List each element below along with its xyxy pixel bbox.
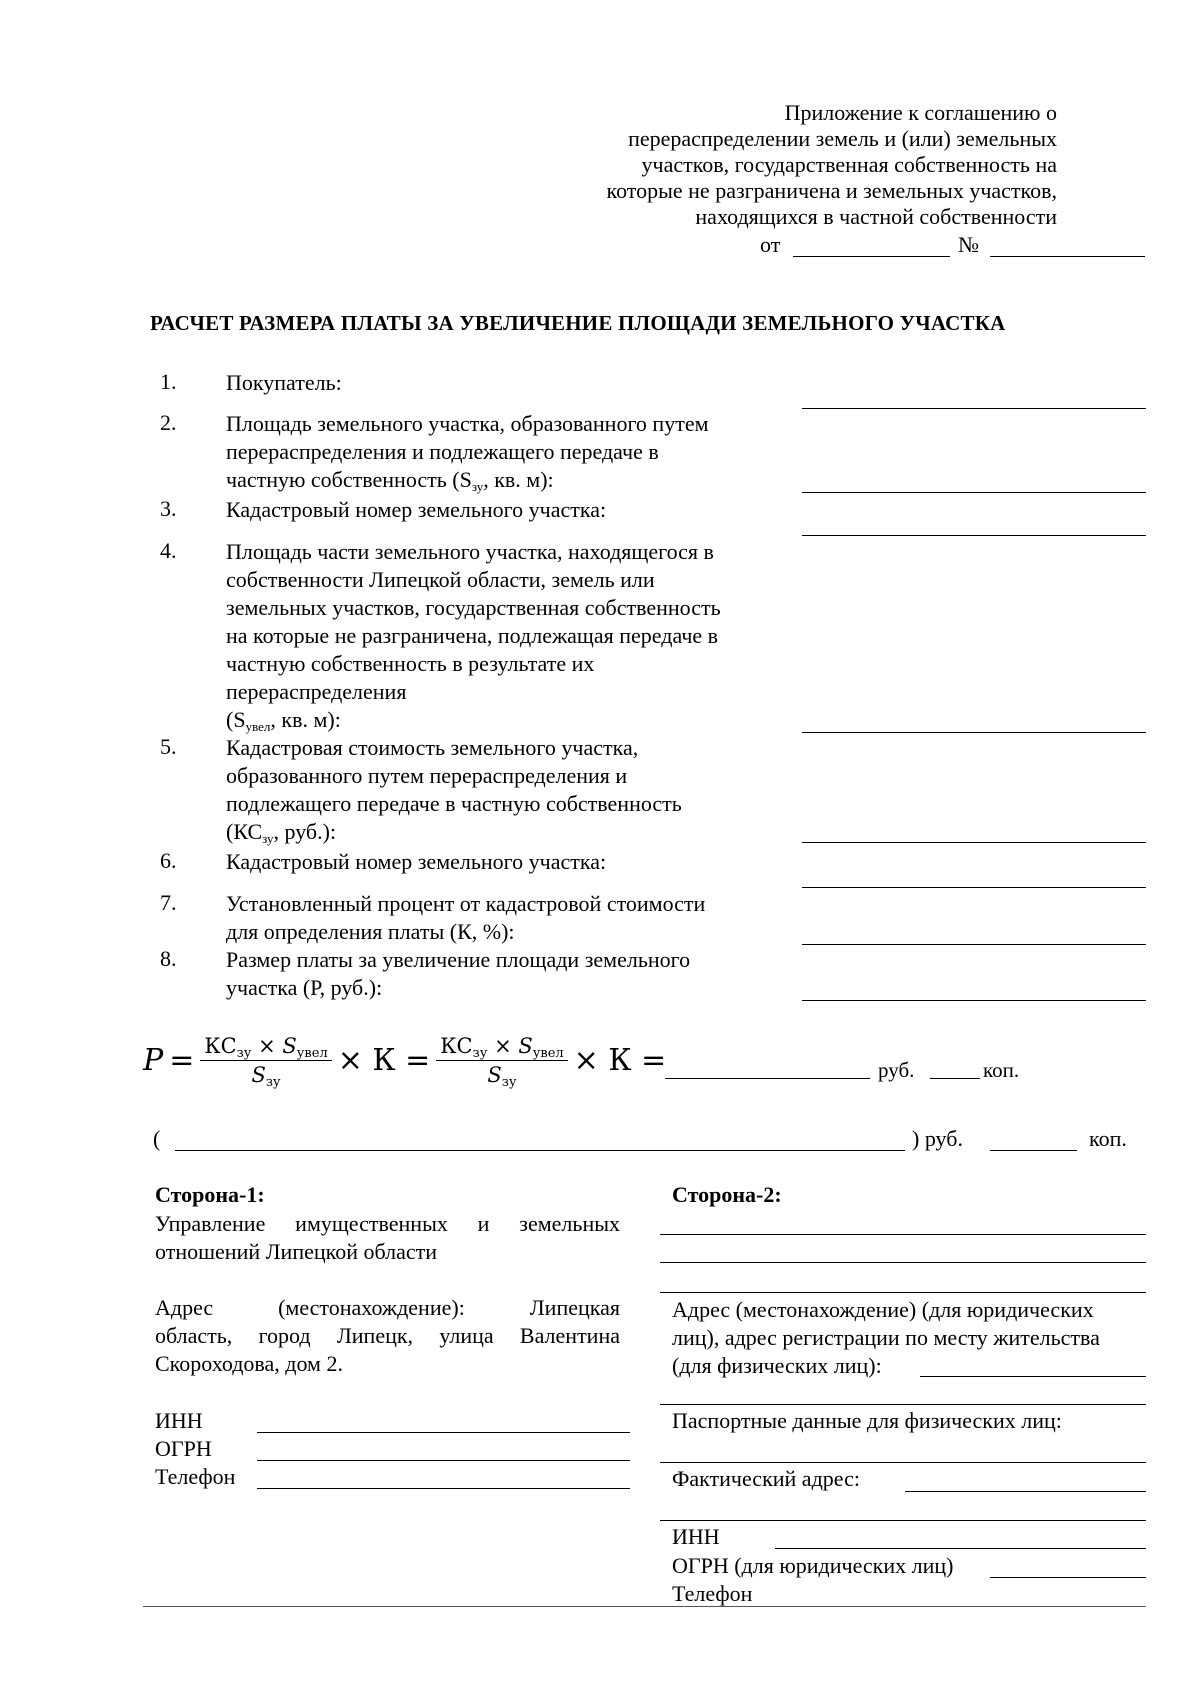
item-3-number: 3. (160, 496, 177, 521)
formula-k: К (608, 1042, 632, 1078)
party2-phone-label: Телефон (672, 1581, 753, 1606)
header-line: перераспределении земель и (или) земельных (628, 126, 1057, 151)
formula-p: P (143, 1042, 164, 1078)
party1-inn-label: ИНН (155, 1408, 203, 1433)
item-4-line: собственности Липецкой области, земель или (226, 567, 655, 592)
formula-numerator (200, 1034, 331, 1061)
item-5-line: образованного путем перераспределения и (226, 763, 628, 788)
party2-actual-address-field-2[interactable] (660, 1520, 1146, 1521)
item-3-field[interactable] (802, 535, 1146, 536)
item-3-label: Кадастровый номер земельного участка: (226, 497, 607, 522)
item-8-text (226, 946, 690, 1002)
formula-numerator (436, 1034, 567, 1061)
item-1-field[interactable] (802, 408, 1146, 409)
party2-inn-field[interactable] (775, 1548, 1146, 1549)
formula-s: S (518, 1033, 533, 1058)
bottom-divider (143, 1606, 1146, 1607)
party2-actual-address-label: Фактический адрес: (672, 1466, 860, 1491)
formula-rub-label: руб. (878, 1058, 915, 1082)
formula-times: × (573, 1042, 599, 1078)
party2-name-field-2[interactable] (660, 1262, 1146, 1263)
party1-address (155, 1294, 620, 1378)
item-7-field[interactable] (802, 944, 1146, 945)
party1-heading: Сторона-1: (155, 1182, 265, 1207)
item-5-sub: зу (262, 831, 274, 846)
party1-org-line: отношений Липецкой области (155, 1239, 438, 1264)
party2-address-field[interactable] (920, 1376, 1146, 1377)
item-4-line: Площадь части земельного участка, находящегося в (226, 539, 714, 564)
item-5-text (226, 734, 682, 846)
formula-s: S (487, 1062, 502, 1087)
party2-actual-address-field[interactable] (905, 1491, 1146, 1492)
formula-times: × (494, 1033, 512, 1058)
formula-times-k (338, 1043, 431, 1078)
formula-times: × (337, 1042, 363, 1078)
header-line: участков, государственная собственность на (641, 152, 1057, 177)
formula-s: S (282, 1033, 297, 1058)
item-6-label: Кадастровый номер земельного участка: (226, 849, 607, 874)
party2-name-field-3[interactable] (660, 1292, 1146, 1293)
item-5-pre: (КС (226, 819, 263, 844)
header-date-field[interactable] (793, 256, 950, 257)
item-5-line: Кадастровая стоимость земельного участка, (226, 735, 639, 760)
item-2-text (226, 410, 709, 494)
party2-name-field-1[interactable] (660, 1234, 1146, 1235)
header-number-field[interactable] (990, 256, 1145, 257)
item-5-post: , руб.): (273, 819, 337, 844)
header-line: которые не разграничена и земельных участков, (606, 178, 1057, 203)
formula-s: S (251, 1062, 266, 1087)
amount-rub-label: ) руб. (912, 1126, 963, 1151)
item-6-number: 6. (160, 848, 177, 873)
item-2-line-last (226, 466, 709, 494)
party2-address-line: Адрес (местонахождение) (для юридических (672, 1297, 1094, 1322)
formula-times: × (258, 1033, 276, 1058)
formula-times-k-2 (574, 1043, 667, 1078)
item-4-number: 4. (160, 538, 177, 563)
item-4-pre: (S (226, 707, 246, 732)
amount-words-field[interactable] (175, 1150, 905, 1151)
header-from-label: от (760, 232, 781, 257)
item-5-number: 5. (160, 734, 177, 759)
formula-rub-field[interactable] (665, 1078, 870, 1079)
item-5-line: подлежащего передаче в частную собственность (226, 791, 682, 816)
formula-eq: = (405, 1042, 431, 1078)
item-2-post: , кв. м): (483, 467, 554, 492)
formula-kop-field[interactable] (930, 1078, 980, 1079)
page-title: РАСЧЕТ РАЗМЕРА ПЛАТЫ ЗА УВЕЛИЧЕНИЕ ПЛОЩАДИ ЗЕМЕЛЬНОГО УЧАСТКА (150, 311, 1006, 335)
item-5-line-last (226, 818, 682, 846)
formula-sub: увел (532, 1045, 564, 1061)
party1-address-line: Скороходова, дом 2. (155, 1351, 343, 1376)
item-4-line: земельных участков, государственная собственность (226, 595, 721, 620)
header-line: находящихся в частной собственности (695, 204, 1057, 229)
item-1-label: Покупатель: (226, 370, 342, 395)
formula-sub: зу (501, 1074, 517, 1090)
item-5-field[interactable] (802, 842, 1146, 843)
item-1-text (226, 369, 342, 397)
party1-inn-field[interactable] (257, 1432, 630, 1433)
header-line: Приложение к соглашению о (784, 100, 1057, 125)
party1-phone-field[interactable] (257, 1488, 630, 1489)
formula-ks: КС (440, 1033, 473, 1058)
item-2-sub: зу (471, 479, 484, 494)
party1-ogrn-label: ОГРН (155, 1436, 212, 1461)
item-6-text (226, 848, 606, 876)
header-note (607, 100, 1058, 230)
party2-address-line: (для физических лиц): (672, 1353, 882, 1378)
formula-k: К (372, 1042, 396, 1078)
item-2-field[interactable] (802, 492, 1146, 493)
party1-ogrn-field[interactable] (257, 1460, 630, 1461)
party2-ogrn-field[interactable] (990, 1577, 1146, 1578)
item-4-line-last (226, 706, 721, 734)
formula-ks: КС (204, 1033, 237, 1058)
party2-address-field-2[interactable] (660, 1404, 1146, 1405)
formula-sub: зу (472, 1045, 488, 1061)
party1-phone-label: Телефон (155, 1464, 236, 1489)
item-4-line: на которые не разграничена, подлежащая передаче в (226, 623, 719, 648)
party2-inn-label: ИНН (672, 1524, 720, 1549)
party1-org-line: Управление имущественных и земельных (155, 1211, 620, 1236)
item-8-number: 8. (160, 946, 177, 971)
formula-sub: зу (236, 1045, 252, 1061)
item-2-line: Площадь земельного участка, образованного путем (226, 411, 709, 436)
formula-fraction-1 (200, 1033, 331, 1090)
formula-denominator (251, 1061, 281, 1090)
item-7-line: Установленный процент от кадастровой стоимости (226, 891, 706, 916)
formula-eq: = (169, 1042, 195, 1078)
party1-address-line: Адрес (местонахождение): Липецкая (155, 1295, 620, 1320)
party1-org (155, 1210, 620, 1266)
item-4-line: перераспределения (226, 679, 407, 704)
header-number-label: № (958, 232, 979, 257)
payment-formula (143, 1030, 672, 1090)
party2-address-line: лиц), адрес регистрации по месту жительства (672, 1325, 1100, 1350)
formula-fraction-2 (436, 1033, 567, 1090)
party2-address (672, 1296, 1100, 1380)
party2-ogrn-label: ОГРН (для юридических лиц) (672, 1553, 954, 1578)
amount-kop-field[interactable] (990, 1150, 1077, 1151)
amount-open-paren: ( (153, 1126, 161, 1151)
item-7-number: 7. (160, 890, 177, 915)
formula-sub: зу (265, 1074, 281, 1090)
formula-kop-label: коп. (983, 1058, 1020, 1082)
item-4-line: частную собственность в результате их (226, 651, 595, 676)
formula-eq: = (641, 1042, 667, 1078)
item-4-text (226, 538, 721, 734)
party1-address-line: область, город Липецк, улица Валентина (155, 1323, 620, 1348)
item-2-number: 2. (160, 410, 177, 435)
item-7-line: для определения платы (К, %): (226, 919, 515, 944)
item-8-line: участка (Р, руб.): (226, 975, 383, 1000)
item-2-line: перераспределения и подлежащего передаче в (226, 439, 659, 464)
party2-heading: Сторона-2: (672, 1182, 782, 1207)
item-3-text (226, 496, 606, 524)
party2-passport-label: Паспортные данные для физических лиц: (672, 1408, 1062, 1433)
item-2-pre: частную собственность (S (226, 467, 472, 492)
item-8-line: Размер платы за увеличение площади земельного (226, 947, 691, 972)
formula-denominator (487, 1061, 517, 1090)
item-4-sub: увел (245, 719, 271, 734)
item-4-post: , кв. м): (270, 707, 341, 732)
item-6-field[interactable] (802, 887, 1146, 888)
formula-sub: увел (296, 1045, 328, 1061)
item-8-field[interactable] (802, 1000, 1146, 1001)
amount-kop-label: коп. (1089, 1126, 1127, 1151)
item-7-text (226, 890, 705, 946)
item-1-number: 1. (160, 369, 177, 394)
party2-passport-field[interactable] (660, 1462, 1146, 1463)
item-4-field[interactable] (802, 732, 1146, 733)
